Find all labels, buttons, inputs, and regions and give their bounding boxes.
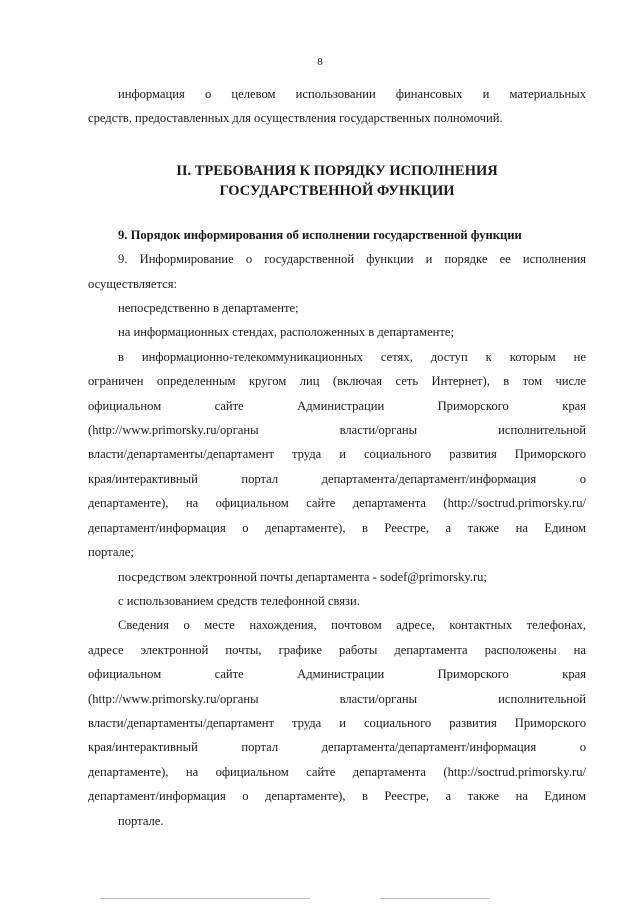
text-line: департаменте), на официальном сайте департамента (http://soctrud.primorsky.ru/ (88, 764, 586, 779)
text-line: официальном сайте Администрации Приморского края (88, 398, 586, 413)
text-line: края/интерактивный портал департамента/департамент/информация о (88, 740, 586, 755)
scan-edge-rule (100, 898, 310, 899)
text-line: адресе электронной почты, графике работы департамента расположены на (88, 642, 586, 657)
contact-info-paragraph (88, 613, 586, 833)
text-line: департамент/информация о департаменте), в Реестре, а также на Едином (88, 520, 586, 535)
text-line: Сведения о месте нахождения, почтовом адресе, контактных телефонах, (118, 618, 586, 633)
text-line: ограничен определенным кругом лиц (включая сеть Интернет), в том числе (88, 374, 586, 389)
list-item-networks (88, 345, 586, 565)
text-line: власти/департаменты/департамент труда и социального развития Приморского (88, 715, 586, 730)
text-line: департаменте), на официальном сайте департамента (http://soctrud.primorsky.ru/ (88, 496, 586, 511)
text-line: департамент/информация о департаменте), в Реестре, а также на Едином (88, 789, 586, 804)
text-line: портале. (118, 813, 164, 828)
intro-paragraph (88, 82, 586, 131)
section-title-line: II. ТРЕБОВАНИЯ К ПОРЯДКУ ИСПОЛНЕНИЯ (176, 162, 498, 179)
text-line: 9. Информирование о государственной функции и порядке ее исполнения (118, 252, 586, 267)
section-title (88, 161, 586, 201)
text-line: информация о целевом использовании финансовых и материальных (118, 87, 586, 101)
subsection-title: 9. Порядок информирования об исполнении государственной функции (118, 227, 522, 242)
scan-edge-rule (380, 898, 490, 899)
list-item: непосредственно в департаменте; (118, 301, 299, 316)
list-item-email: посредством электронной почты департамента - sodef@primorsky.ru; (118, 569, 487, 584)
text-line: портале; (88, 545, 134, 560)
text-line: власти/департаменты/департамент труда и социального развития Приморского (88, 447, 586, 462)
section-title-line: ГОСУДАРСТВЕННОЙ ФУНКЦИИ (219, 182, 455, 199)
paragraph-9 (88, 247, 586, 296)
text-line: средств, предоставленных для осуществления государственных полномочий. (88, 111, 503, 126)
text-line: края/интерактивный портал департамента/департамент/информация о (88, 471, 586, 486)
text-line: (http://www.primorsky.ru/органы власти/органы исполнительной (88, 423, 586, 438)
text-line: осуществляется: (88, 276, 178, 291)
text-line: в информационно-телекоммуникационных сетях, доступ к которым не (118, 349, 586, 364)
text-line: (http://www.primorsky.ru/органы власти/органы исполнительной (88, 691, 586, 706)
text-line: официальном сайте Администрации Приморского края (88, 667, 586, 682)
document-body (88, 82, 586, 833)
list-item: на информационных стендах, расположенных в департаменте; (118, 325, 454, 340)
page-number: 8 (317, 56, 323, 68)
list-item-phone: с использованием средств телефонной связи. (118, 593, 360, 608)
